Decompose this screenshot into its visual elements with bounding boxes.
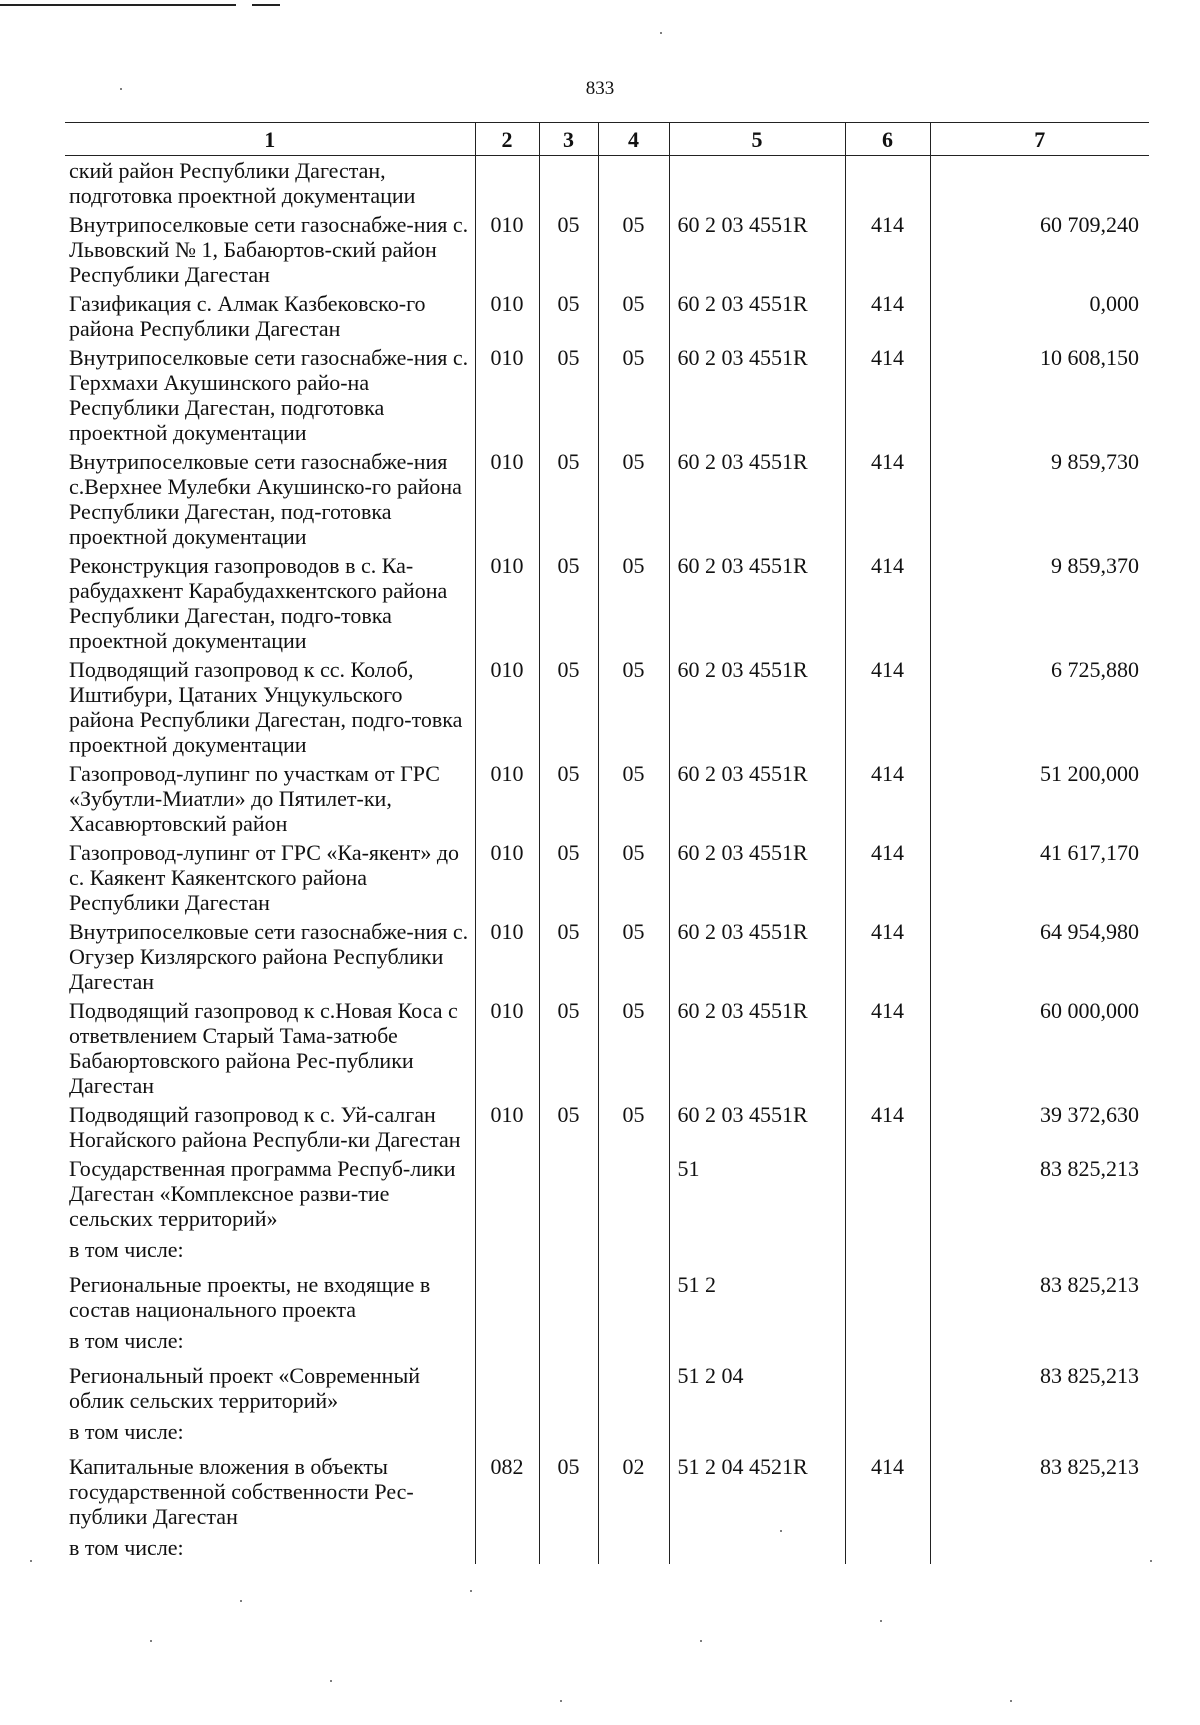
section-code-cell <box>539 1235 598 1266</box>
row-name-cell: Газопровод-лупинг по участкам от ГРС «Зубутли-Миатли» до Пятилет-ки, Хасавюртовский район <box>69 761 440 836</box>
section-code-cell <box>539 1417 598 1448</box>
amount-cell: 83 825,213 <box>930 1156 1149 1235</box>
table-row <box>65 1417 1149 1448</box>
row-name-cell: Подводящий газопровод к сс. Колоб, Иштибури, Цатаних Унцукульского района Республики Дагестан, подго-товка проектной документации <box>69 657 463 757</box>
ministry-code-cell: 010 <box>475 345 539 449</box>
amount-cell: 0,000 <box>930 291 1149 345</box>
subsection-code-cell <box>598 1156 669 1235</box>
section-code-cell: 05 <box>539 657 598 761</box>
expense-type-code-cell <box>845 1533 930 1564</box>
expense-type-code-cell: 414 <box>845 1448 930 1533</box>
subsection-code-cell: 05 <box>598 840 669 919</box>
subsection-code-cell: 05 <box>598 761 669 840</box>
scan-speck <box>660 32 662 34</box>
subsection-code-cell <box>598 1417 669 1448</box>
column-header-4: 4 <box>598 123 669 156</box>
table-row <box>65 291 1149 345</box>
row-name-cell: Газификация с. Алмак Казбековско-го района Республики Дагестан <box>69 291 426 341</box>
target-item-code-cell: 51 <box>669 1156 845 1235</box>
amount-cell: 60 000,000 <box>930 998 1149 1102</box>
scan-speck <box>120 88 122 90</box>
row-name-cell: Газопровод-лупинг от ГРС «Ка-якент» до с. Каякент Каякентского района Республики Дагестан <box>69 840 460 915</box>
amount-cell: 9 859,370 <box>930 553 1149 657</box>
ministry-code-cell: 010 <box>475 998 539 1102</box>
table-row <box>65 1266 1149 1326</box>
ministry-code-cell: 010 <box>475 212 539 291</box>
section-code-cell: 05 <box>539 291 598 345</box>
ministry-code-cell <box>475 1533 539 1564</box>
ministry-code-cell <box>475 1156 539 1235</box>
amount-cell <box>930 1326 1149 1357</box>
subsection-code-cell <box>598 1357 669 1417</box>
target-item-code-cell: 60 2 03 4551R <box>669 1102 845 1156</box>
ministry-code-cell: 010 <box>475 1102 539 1156</box>
row-name-cell: Реконструкция газопроводов в с. Ка-рабудахкент Карабудахкентского района Республики Дагестан, подго-товка проектной документации <box>69 553 448 653</box>
subsection-code-cell: 05 <box>598 291 669 345</box>
amount-cell <box>930 156 1149 213</box>
section-code-cell: 05 <box>539 1448 598 1533</box>
ministry-code-cell <box>475 1357 539 1417</box>
amount-cell: 83 825,213 <box>930 1448 1149 1533</box>
row-name-cell: в том числе: <box>69 1237 184 1262</box>
target-item-code-cell: 60 2 03 4551R <box>669 553 845 657</box>
row-name-cell: Региональные проекты, не входящие в состав национального проекта <box>69 1272 431 1322</box>
column-header-5: 5 <box>669 123 845 156</box>
target-item-code-cell <box>669 1235 845 1266</box>
section-code-cell <box>539 1266 598 1326</box>
ministry-code-cell: 082 <box>475 1448 539 1533</box>
subsection-code-cell: 05 <box>598 998 669 1102</box>
subsection-code-cell: 05 <box>598 919 669 998</box>
subsection-code-cell <box>598 1533 669 1564</box>
scan-speck <box>150 1640 152 1642</box>
table-row <box>65 1102 1149 1156</box>
row-name-cell: Региональный проект «Современный облик сельских территорий» <box>69 1363 421 1413</box>
ministry-code-cell: 010 <box>475 657 539 761</box>
ministry-code-cell: 010 <box>475 553 539 657</box>
expense-type-code-cell: 414 <box>845 291 930 345</box>
expense-type-code-cell: 414 <box>845 345 930 449</box>
page-number: 833 <box>585 78 615 99</box>
section-code-cell: 05 <box>539 553 598 657</box>
subsection-code-cell: 05 <box>598 553 669 657</box>
subsection-code-cell <box>598 1235 669 1266</box>
row-name-cell: ский район Республики Дагестан, подготовка проектной документации <box>69 158 416 208</box>
table-row <box>65 212 1149 291</box>
amount-cell: 41 617,170 <box>930 840 1149 919</box>
table-row <box>65 657 1149 761</box>
ministry-code-cell <box>475 1235 539 1266</box>
section-code-cell <box>539 156 598 213</box>
amount-cell <box>930 1235 1149 1266</box>
ministry-code-cell <box>475 1326 539 1357</box>
scan-speck <box>1150 1560 1152 1562</box>
ministry-code-cell <box>475 156 539 213</box>
subsection-code-cell: 05 <box>598 449 669 553</box>
amount-cell: 39 372,630 <box>930 1102 1149 1156</box>
column-header-1: 1 <box>65 123 475 156</box>
expense-type-code-cell: 414 <box>845 449 930 553</box>
section-code-cell <box>539 1357 598 1417</box>
scan-speck <box>330 1680 332 1682</box>
amount-cell: 83 825,213 <box>930 1357 1149 1417</box>
section-code-cell: 05 <box>539 345 598 449</box>
subsection-code-cell <box>598 156 669 213</box>
amount-cell <box>930 1533 1149 1564</box>
scan-speck <box>880 1620 882 1622</box>
column-header-3: 3 <box>539 123 598 156</box>
subsection-code-cell: 05 <box>598 345 669 449</box>
subsection-code-cell: 05 <box>598 212 669 291</box>
column-header-6: 6 <box>845 123 930 156</box>
ministry-code-cell <box>475 1266 539 1326</box>
section-code-cell <box>539 1533 598 1564</box>
ministry-code-cell: 010 <box>475 840 539 919</box>
table-row <box>65 1533 1149 1564</box>
row-name-cell: Внутрипоселковые сети газоснабже-ния с. Львовский № 1, Бабаюртов-ский район Республики Дагестан <box>69 212 469 287</box>
table-row <box>65 1326 1149 1357</box>
expense-type-code-cell: 414 <box>845 657 930 761</box>
top-edge-rule <box>0 4 236 6</box>
section-code-cell: 05 <box>539 919 598 998</box>
amount-cell <box>930 1417 1149 1448</box>
expense-type-code-cell: 414 <box>845 212 930 291</box>
target-item-code-cell: 60 2 03 4551R <box>669 449 845 553</box>
scan-speck <box>560 1700 562 1702</box>
section-code-cell: 05 <box>539 840 598 919</box>
table-row <box>65 1448 1149 1533</box>
ministry-code-cell: 010 <box>475 449 539 553</box>
section-code-cell <box>539 1326 598 1357</box>
target-item-code-cell <box>669 1326 845 1357</box>
table-header-row <box>65 123 1149 156</box>
expense-type-code-cell <box>845 156 930 213</box>
amount-cell: 83 825,213 <box>930 1266 1149 1326</box>
section-code-cell: 05 <box>539 212 598 291</box>
ministry-code-cell: 010 <box>475 291 539 345</box>
table-row <box>65 840 1149 919</box>
section-code-cell: 05 <box>539 1102 598 1156</box>
row-name-cell: в том числе: <box>69 1419 184 1444</box>
table-row <box>65 761 1149 840</box>
table-row <box>65 1357 1149 1417</box>
target-item-code-cell: 60 2 03 4551R <box>669 345 845 449</box>
row-name-cell: Подводящий газопровод к с.Новая Коса с ответвлением Старый Тама-затюбе Бабаюртовского района Рес-публики Дагестан <box>69 998 458 1098</box>
target-item-code-cell: 60 2 03 4551R <box>669 291 845 345</box>
section-code-cell: 05 <box>539 449 598 553</box>
target-item-code-cell: 51 2 <box>669 1266 845 1326</box>
subsection-code-cell: 02 <box>598 1448 669 1533</box>
expense-type-code-cell <box>845 1156 930 1235</box>
expense-type-code-cell: 414 <box>845 553 930 657</box>
section-code-cell: 05 <box>539 998 598 1102</box>
amount-cell: 60 709,240 <box>930 212 1149 291</box>
target-item-code-cell <box>669 1417 845 1448</box>
target-item-code-cell: 60 2 03 4551R <box>669 840 845 919</box>
section-code-cell: 05 <box>539 761 598 840</box>
amount-cell: 64 954,980 <box>930 919 1149 998</box>
subsection-code-cell: 05 <box>598 657 669 761</box>
row-name-cell: в том числе: <box>69 1328 184 1353</box>
amount-cell: 51 200,000 <box>930 761 1149 840</box>
target-item-code-cell: 60 2 03 4551R <box>669 212 845 291</box>
table-row <box>65 553 1149 657</box>
row-name-cell: в том числе: <box>69 1535 184 1560</box>
scan-speck <box>470 1590 472 1592</box>
subsection-code-cell <box>598 1266 669 1326</box>
table-row <box>65 998 1149 1102</box>
row-name-cell: Внутрипоселковые сети газоснабже-ния с. Огузер Кизлярского района Республики Дагестан <box>69 919 469 994</box>
subsection-code-cell: 05 <box>598 1102 669 1156</box>
target-item-code-cell: 51 2 04 4521R <box>669 1448 845 1533</box>
ministry-code-cell: 010 <box>475 919 539 998</box>
scan-speck <box>30 1560 32 1562</box>
table-row <box>65 345 1149 449</box>
target-item-code-cell: 60 2 03 4551R <box>669 761 845 840</box>
row-name-cell: Государственная программа Респуб-лики Дагестан «Комплексное разви-тие сельских территорий» <box>69 1156 456 1231</box>
expense-type-code-cell: 414 <box>845 1102 930 1156</box>
table-row <box>65 156 1149 213</box>
budget-table <box>65 122 1149 1564</box>
expense-type-code-cell <box>845 1326 930 1357</box>
table-row <box>65 1156 1149 1235</box>
expense-type-code-cell <box>845 1266 930 1326</box>
subsection-code-cell <box>598 1326 669 1357</box>
expense-type-code-cell: 414 <box>845 998 930 1102</box>
table-row <box>65 1235 1149 1266</box>
expense-type-code-cell <box>845 1417 930 1448</box>
table-row <box>65 449 1149 553</box>
scan-speck <box>1010 1700 1012 1702</box>
top-edge-rule-fragment <box>252 4 280 6</box>
target-item-code-cell: 51 2 04 <box>669 1357 845 1417</box>
section-code-cell <box>539 1156 598 1235</box>
column-header-7: 7 <box>930 123 1149 156</box>
ministry-code-cell: 010 <box>475 761 539 840</box>
row-name-cell: Внутрипоселковые сети газоснабже-ния с.Верхнее Мулебки Акушинско-го района Республики Дагестан, под-готовка проектной документации <box>69 449 462 549</box>
column-header-2: 2 <box>475 123 539 156</box>
amount-cell: 6 725,880 <box>930 657 1149 761</box>
target-item-code-cell: 60 2 03 4551R <box>669 657 845 761</box>
target-item-code-cell: 60 2 03 4551R <box>669 998 845 1102</box>
target-item-code-cell <box>669 1533 845 1564</box>
scan-speck <box>780 1530 782 1532</box>
row-name-cell: Внутрипоселковые сети газоснабже-ния с. Герхмахи Акушинского райо-на Республики Дагестан, подготовка проектной документации <box>69 345 469 445</box>
expense-type-code-cell <box>845 1357 930 1417</box>
expense-type-code-cell: 414 <box>845 840 930 919</box>
ministry-code-cell <box>475 1417 539 1448</box>
target-item-code-cell <box>669 156 845 213</box>
table-row <box>65 919 1149 998</box>
row-name-cell: Подводящий газопровод к с. Уй-салган Ногайского района Республи-ки Дагестан <box>69 1102 461 1152</box>
row-name-cell: Капитальные вложения в объекты государственной собственности Рес-публики Дагестан <box>69 1454 414 1529</box>
scan-speck <box>240 1600 242 1602</box>
amount-cell: 10 608,150 <box>930 345 1149 449</box>
expense-type-code-cell <box>845 1235 930 1266</box>
expense-type-code-cell: 414 <box>845 919 930 998</box>
target-item-code-cell: 60 2 03 4551R <box>669 919 845 998</box>
scan-speck <box>700 1640 702 1642</box>
expense-type-code-cell: 414 <box>845 761 930 840</box>
amount-cell: 9 859,730 <box>930 449 1149 553</box>
